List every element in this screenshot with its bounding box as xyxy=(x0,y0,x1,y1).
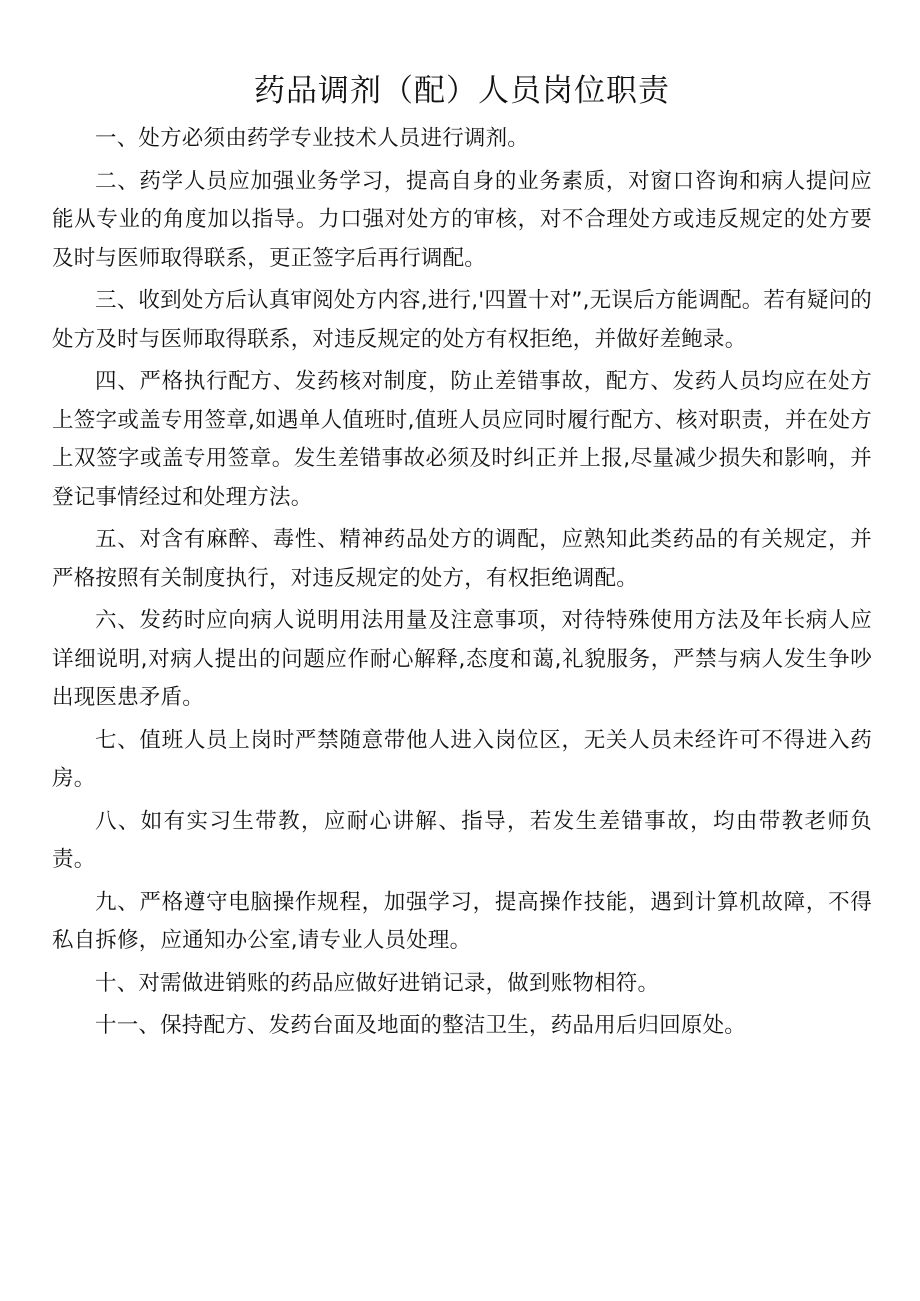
clause-1: 一、处方必须由药学专业技术人员进行调剂。 xyxy=(95,126,530,151)
clause-9: 九、严格遵守电脑操作规程，加强学习，提高操作技能，遇到计算机故障，不得私自拆修，应通知办公室,请专业人员处理。 xyxy=(52,889,872,953)
clause-2: 二、药学人员应加强业务学习，提高自身的业务素质，对窗口咨询和病人提问应能从专业的角度加以指导。力口强对处方的审核，对不合理处方或违反规定的处方要及时与医师取得联系，更正签字后再行调配。 xyxy=(52,168,872,271)
document-body xyxy=(52,120,872,1046)
clause-5: 五、对含有麻醉、毒性、精神药品处方的调配，应熟知此类药品的有关规定，并严格按照有关制度执行，对违反规定的处方，有权拒绝调配。 xyxy=(52,527,872,591)
clause-8: 八、如有实习生带教，应耐心讲解、指导，若发生差错事故，均由带教老师负责。 xyxy=(52,808,872,872)
clause-10: 十、对需做进销账的药品应做好进销记录，做到账物相符。 xyxy=(95,970,660,996)
clause-11: 十一、保持配方、发药台面及地面的整洁卫生，药品用后归回原处。 xyxy=(95,1013,747,1038)
clause-4: 四、严格执行配方、发药核对制度，防止差错事故，配方、发药人员均应在处方上签字或盖专用签章,如遇单人值班时,值班人员应同时履行配方、核对职责，并在处方上双签字或盖专用签章。发生差错事故必须及时纠正并上报,尽量减少损失和影响，并登记事情经过和处理方法。 xyxy=(52,369,872,510)
clause-3: 三、收到处方后认真审阅处方内容,进行,'四置十对”,无误后方能调配。若有疑问的处方及时与医师取得联系，对违反规定的处方有权拒绝，并做好差鲍录。 xyxy=(52,288,872,352)
document-title: 药品调剂（配）人员岗位职责 xyxy=(254,73,670,109)
clause-7: 七、值班人员上岗时严禁随意带他人进入岗位区，无关人员未经许可不得进入药房。 xyxy=(52,727,872,791)
clause-6: 六、发药时应向病人说明用法用量及注意事项，对待特殊使用方法及年长病人应详细说明,对病人提出的问题应作耐心解释,态度和蔼,礼貌服务，严禁与病人发生争吵出现医患矛盾。 xyxy=(52,608,872,710)
